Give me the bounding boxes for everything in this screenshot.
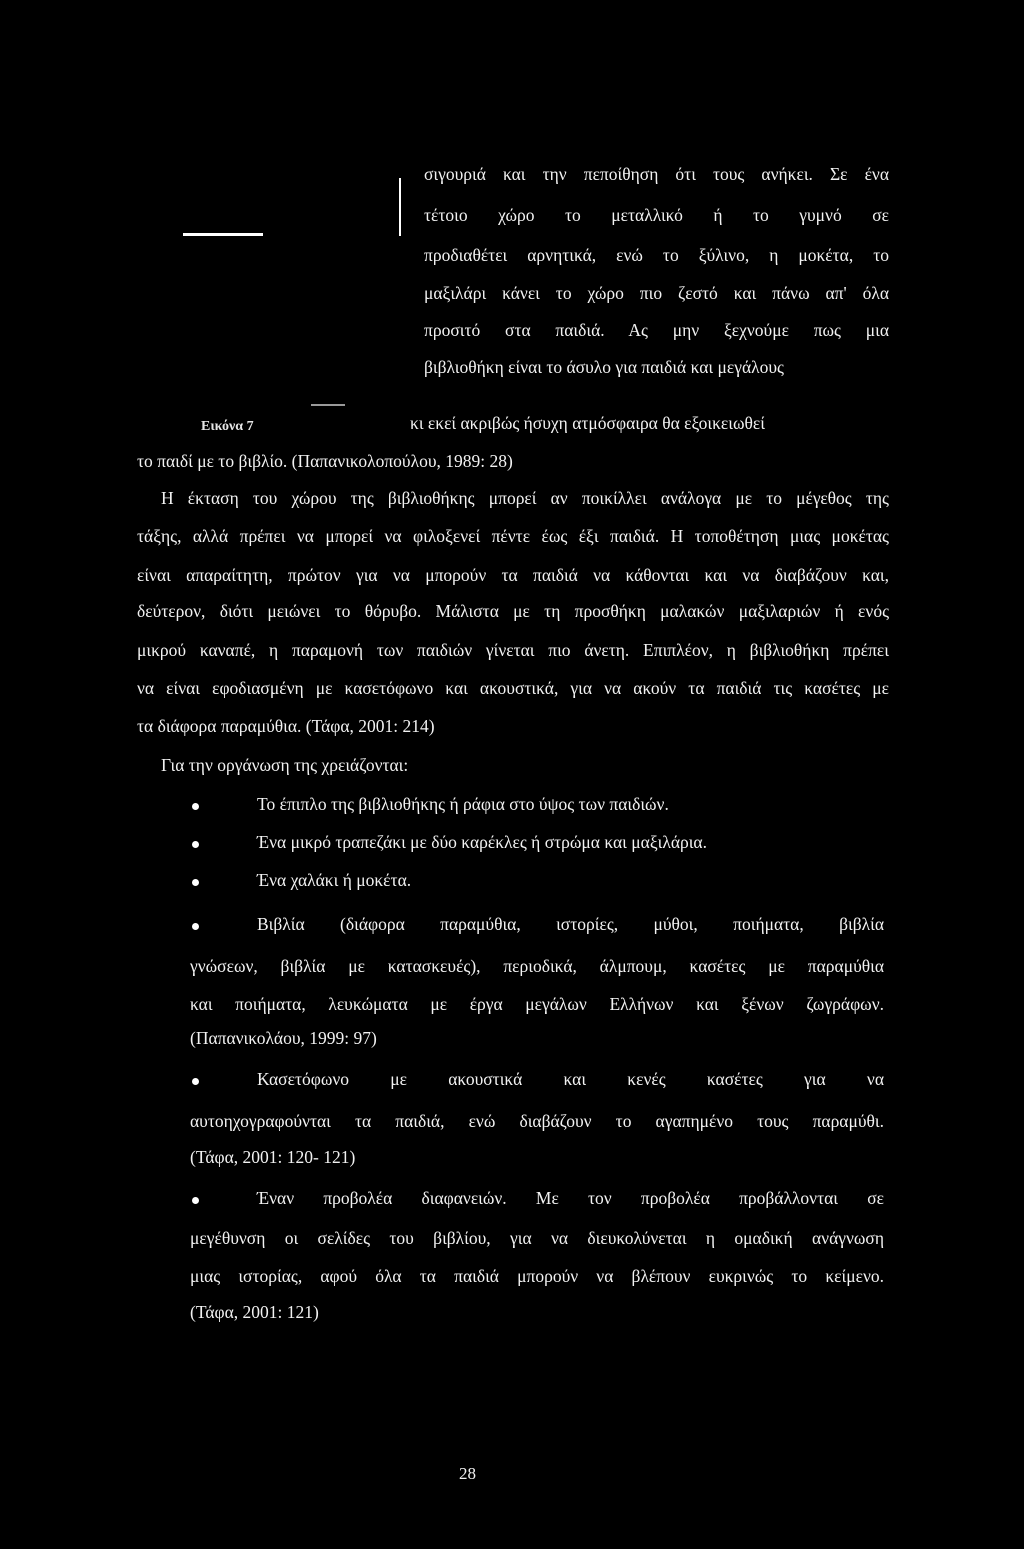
paragraph-line: είναι απαραίτητη, πρώτον για να μπορούν τα παιδιά να κάθονται και να διαβάζουν και, xyxy=(137,565,889,585)
bullet-dot xyxy=(192,1078,199,1085)
list-item-continuation: (Παπανικολάου, 1999: 97) xyxy=(190,1028,377,1048)
bullet-dot xyxy=(192,879,199,886)
list-item-continuation: μιας ιστορίας, αφού όλα τα παιδιά μπορούν να βλέπουν ευκρινώς το κείμενο. xyxy=(190,1266,884,1286)
side-text-line: τέτοιο χώρο το μεταλλικό ή το γυμνό σε xyxy=(424,205,889,225)
side-text-line: προσιτό στα παιδιά. Ας μην ξεχνούμε πως μια xyxy=(424,320,889,340)
bullet-dot xyxy=(192,803,199,810)
list-item: Ένα χαλάκι ή μοκέτα. xyxy=(257,870,412,890)
figure-speck xyxy=(311,404,345,406)
list-item: Ένα μικρό τραπεζάκι με δύο καρέκλες ή στρώμα και μαξιλάρια. xyxy=(257,832,707,852)
paragraph-line: δεύτερον, διότι μειώνει το θόρυβο. Μάλιστα με τη προσθήκη μαλακών μαξιλαριών ή ενός xyxy=(137,601,889,621)
list-item: Το έπιπλο της βιβλιοθήκης ή ράφια στο ύψος των παιδιών. xyxy=(257,794,669,814)
list-item-continuation: μεγέθυνση οι σελίδες του βιβλίου, για να διευκολύνεται η ομαδική ανάγνωση xyxy=(190,1228,884,1248)
bullet-dot xyxy=(192,1197,199,1204)
continuation-line: το παιδί με το βιβλίο. (Παπανικολοπούλου, 1989: 28) xyxy=(137,451,513,471)
bullet-dot xyxy=(192,923,199,930)
paragraph-line: μικρού καναπέ, η παραμονή των παιδιών γίνεται πιο άνετη. Επιπλέον, η βιβλιοθήκη πρέπει xyxy=(137,640,889,660)
side-text-line: σιγουριά και την πεποίθηση ότι τους ανήκει. Σε ένα xyxy=(424,164,889,184)
list-item: Κασετόφωνο με ακουστικά και κενές κασέτες για να xyxy=(257,1069,884,1089)
list-item-continuation: (Τάφα, 2001: 120- 121) xyxy=(190,1147,356,1167)
side-text-line: μαξιλάρι κάνει το χώρο πιο ζεστό και πάνω απ' όλα xyxy=(424,283,889,303)
paragraph-line: τα διάφορα παραμύθια. (Τάφα, 2001: 214) xyxy=(137,716,435,736)
paragraph-line: να είναι εφοδιασμένη με κασετόφωνο και ακουστικά, για να ακούν τα παιδιά τις κασέτες με xyxy=(137,678,889,698)
list-intro: Για την οργάνωση της χρειάζονται: xyxy=(161,755,409,775)
bullet-dot xyxy=(192,841,199,848)
paragraph-line: τάξης, αλλά πρέπει να μπορεί να φιλοξενεί πέντε έως έξι παιδιά. Η τοποθέτηση μιας μοκέτας xyxy=(137,526,889,546)
list-item-continuation: και ποιήματα, λευκώματα με έργα μεγάλων Ελλήνων και ξένων ζωγράφων. xyxy=(190,994,884,1014)
list-item-continuation: αυτοηχογραφούνται τα παιδιά, ενώ διαβάζουν το αγαπημένο τους παραμύθι. xyxy=(190,1111,884,1131)
figure-caption: Εικόνα 7 xyxy=(201,419,254,434)
paragraph-line: Η έκταση του χώρου της βιβλιοθήκης μπορεί αν ποικίλλει ανάλογα με το μέγεθος της xyxy=(161,488,889,508)
list-item-continuation: γνώσεων, βιβλία με κατασκευές), περιοδικά, άλμπουμ, κασέτες με παραμύθια xyxy=(190,956,884,976)
figure-vertical-rule xyxy=(399,178,401,236)
page-number: 28 xyxy=(459,1464,476,1483)
side-text-line: βιβλιοθήκη είναι το άσυλο για παιδιά και μεγάλους xyxy=(424,357,784,377)
list-item: Έναν προβολέα διαφανειών. Με τον προβολέα προβάλλονται σε xyxy=(257,1188,884,1208)
list-item: Βιβλία (διάφορα παραμύθια, ιστορίες, μύθοι, ποιήματα, βιβλία xyxy=(257,914,884,934)
list-item-continuation: (Τάφα, 2001: 121) xyxy=(190,1302,319,1322)
figure-top-rule xyxy=(183,233,263,236)
side-text-line: προδιαθέτει αρνητικά, ενώ το ξύλινο, η μοκέτα, το xyxy=(424,245,889,265)
side-text-line: κι εκεί ακριβώς ήσυχη ατμόσφαιρα θα εξοικειωθεί xyxy=(410,413,765,433)
